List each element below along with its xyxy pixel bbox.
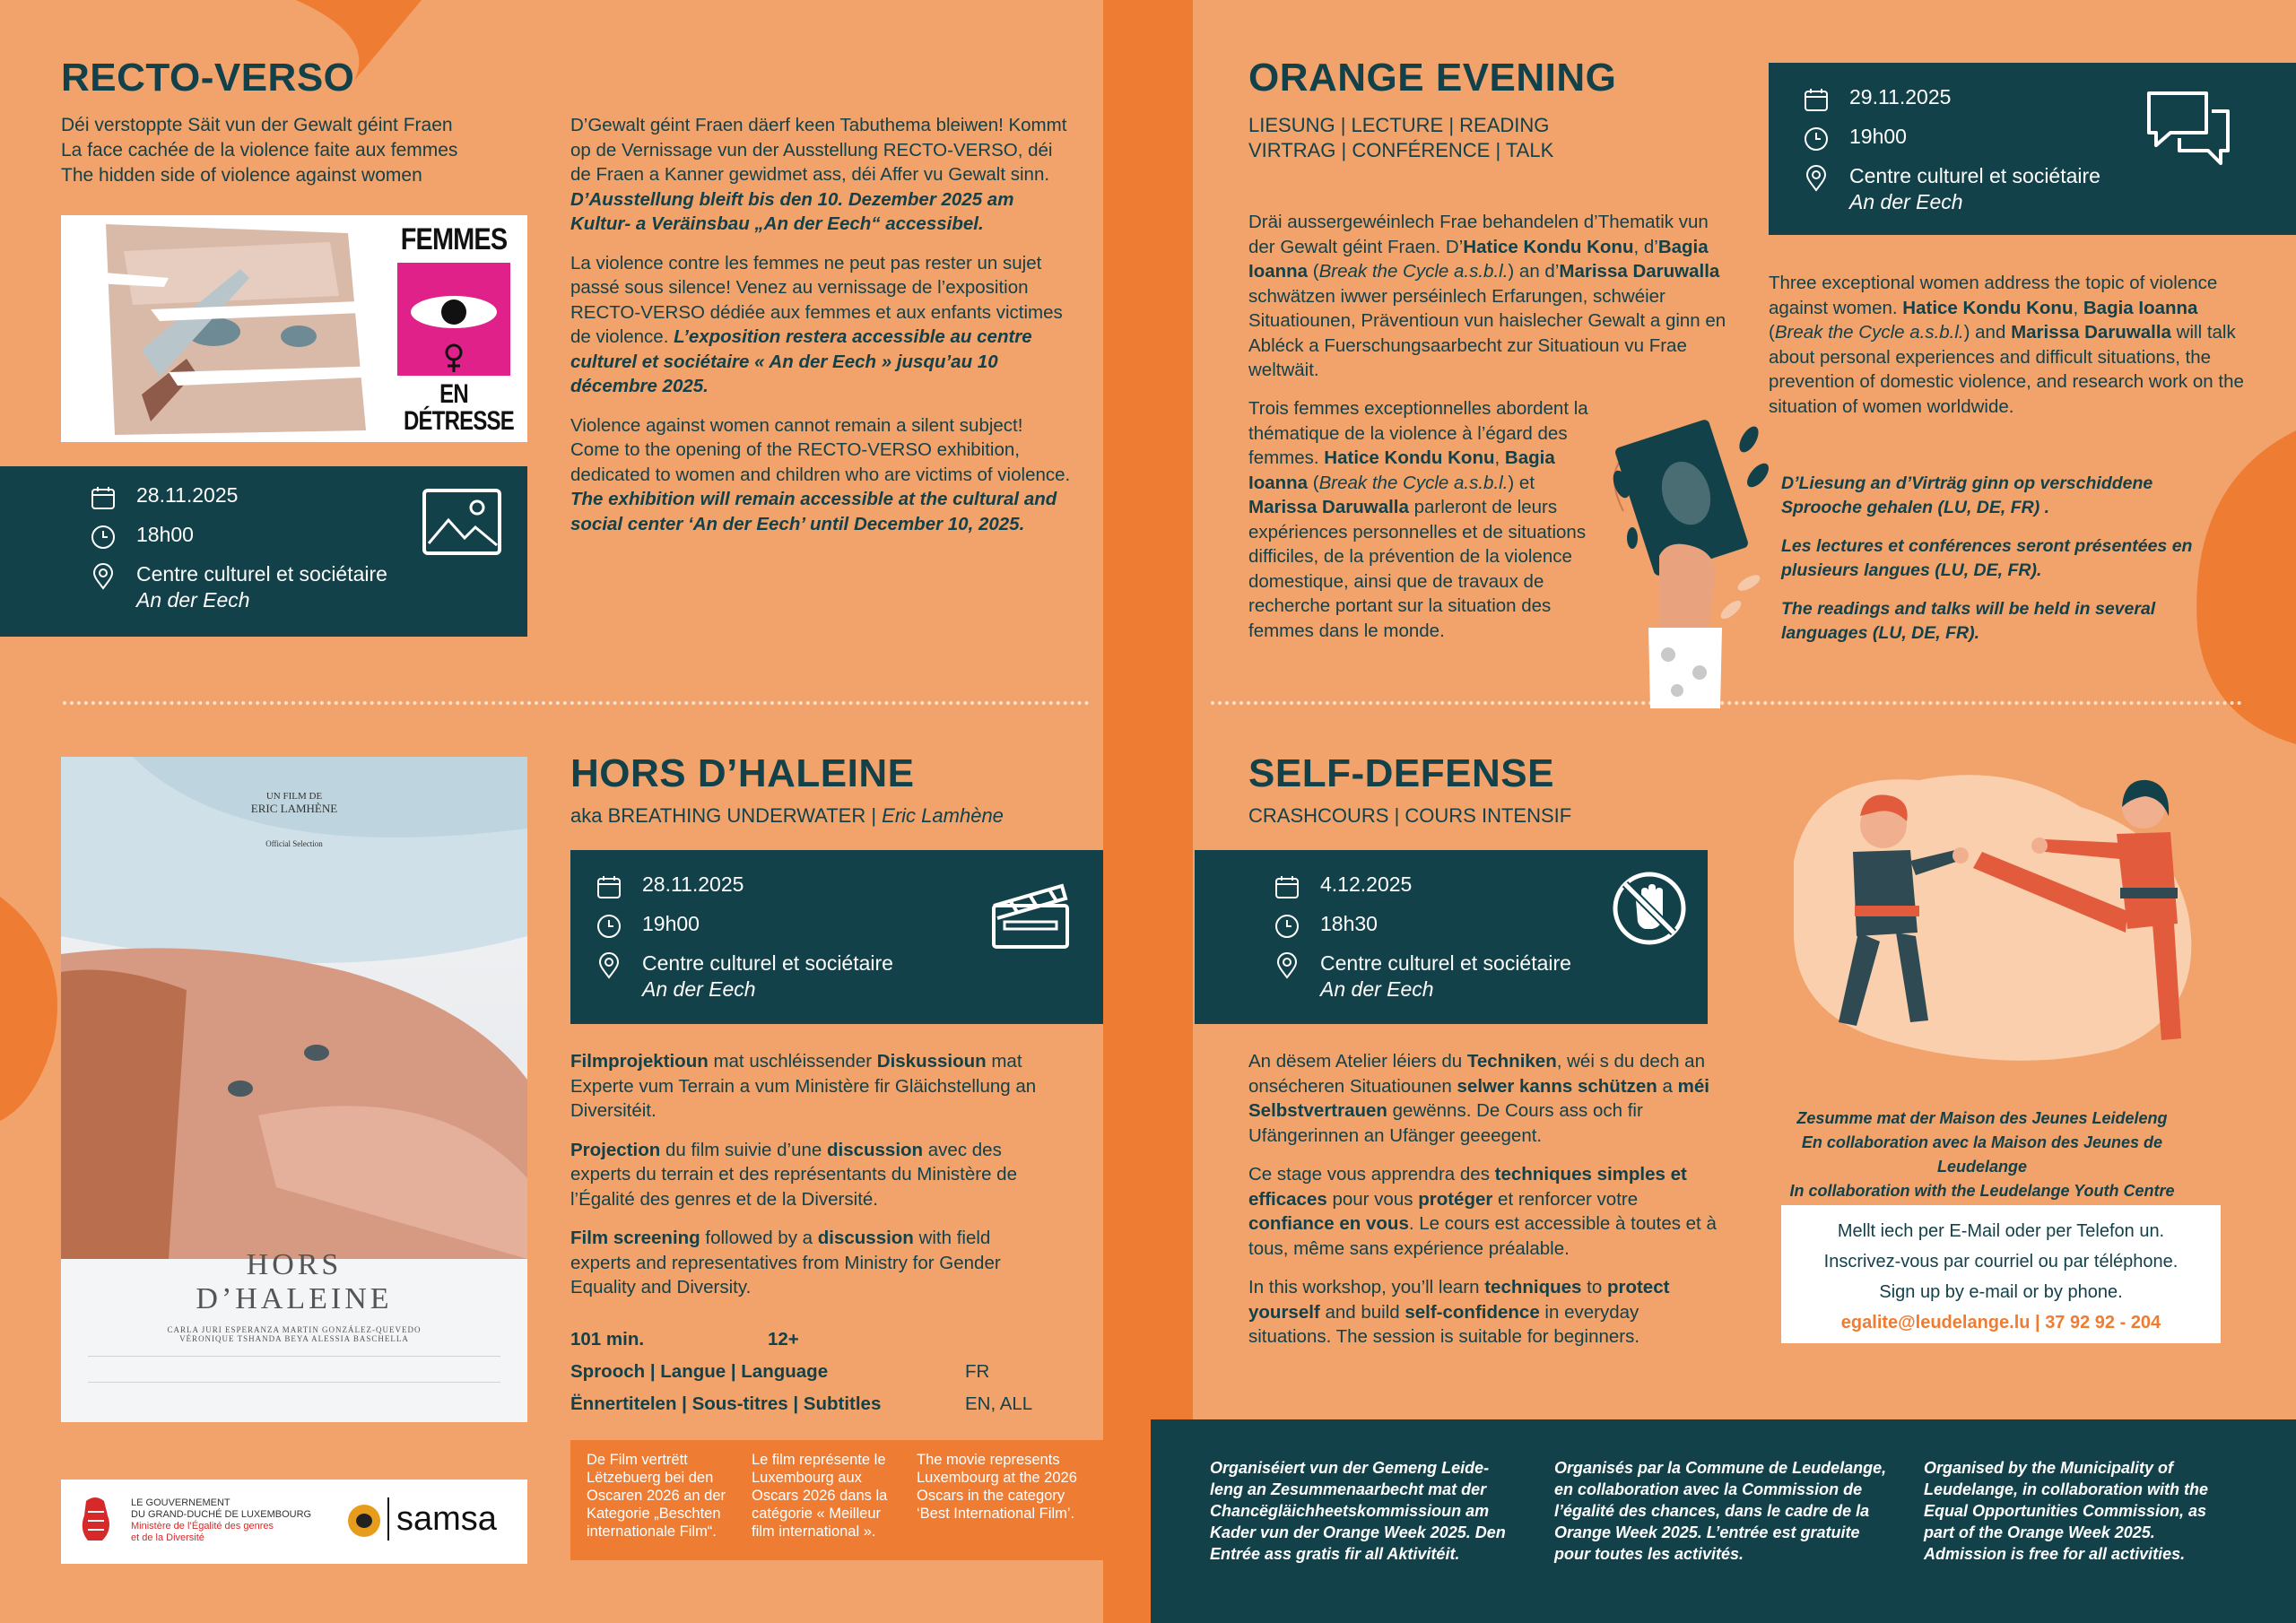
orange-date-row: [1801, 84, 1951, 115]
gov-line-3: Ministère de l’Égalité des genres: [131, 1521, 274, 1532]
speaker-1: Hatice Kondu Konu: [1463, 236, 1634, 257]
recto-title: RECTO-VERSO: [61, 56, 355, 100]
divider-left: [63, 701, 1090, 705]
recto-sub-fr: La face cachée de la violence faite aux femmes: [61, 140, 458, 161]
recto-lu-text: D’Gewalt géint Fraen däerf keen Tabuthema bleiwen! Kommt op de Vernissage vun der Ausstellung RECTO-VERSO, déi de Fraen a Kanner gewidmet ass, déi Affer vu Gewalt sinn.: [570, 115, 1067, 185]
lang-note-en: The readings and talks will be held in several languages (LU, DE, FR).: [1781, 599, 2156, 643]
clapperboard-icon: [990, 879, 1071, 955]
face-collage-illustration: [61, 215, 384, 442]
calendar-icon: [1801, 84, 1831, 115]
orange-et: et: [1514, 472, 1535, 493]
sd-lu-t2: , wéi s du dech an onsécheren Situatiounen: [1248, 1051, 1705, 1097]
film-director: Eric Lamhène: [882, 804, 1004, 827]
selfdef-title: SELF-DEFENSE: [1248, 751, 1554, 795]
sd-lu-b2: selwer kanns schützen: [1457, 1075, 1657, 1097]
film-venue: Centre culturel et sociétaire: [642, 951, 893, 975]
film-venue-sub: An der Eech: [642, 977, 756, 1001]
clock-icon: [1272, 911, 1302, 942]
recto-venue: Centre culturel et sociétaire: [136, 562, 387, 586]
film-poster: [61, 757, 527, 1422]
sponsor-logos: [61, 1480, 527, 1564]
selfdef-venue-row: [1272, 950, 1571, 1002]
sd-fr-b2: protéger: [1418, 1188, 1493, 1210]
collab-en: In collaboration with the Leudelange Youth Centre: [1789, 1182, 2175, 1200]
film-aka: aka BREATHING UNDERWATER |: [570, 804, 883, 827]
orange-lu-b: , d’: [1633, 236, 1658, 257]
collab-fr: En collaboration avec la Maison des Jeunes de Leudelange: [1801, 1133, 2163, 1176]
recto-lu-bold: D’Ausstellung bleift bis den 10. Dezember 2025 am Kultur- a Veräinsbau „An der Eech“ accessibel.: [570, 188, 1014, 234]
sd-en-b1: techniques: [1484, 1277, 1582, 1298]
samsa-logo-text: samsa: [387, 1497, 497, 1541]
orange-lu-c: ) an d’: [1508, 261, 1560, 282]
poster-cast-2: VÉRONIQUE TSHANDA BEYA ALESSIA BASCHELLA: [179, 1334, 409, 1343]
selfdef-date-row: [1272, 872, 1412, 902]
recto-fr-text: La violence contre les femmes ne peut pas rester un sujet passé sous silence! Venez au vernissage de l’exposition RECTO-VERSO dédiée aux femmes et aux enfants victimes de violence.: [570, 252, 1063, 347]
selfdef-body: [1248, 1049, 1724, 1364]
speaker-2: Bagia Ioanna: [2083, 297, 2198, 318]
recto-venue-sub: An der Eech: [136, 588, 250, 612]
orange-venue-sub: An der Eech: [1849, 190, 1963, 213]
recto-date: 28.11.2025: [136, 483, 239, 507]
orange-time: 19h00: [1849, 125, 1907, 148]
sd-en-t1: In this workshop, you’ll learn: [1248, 1277, 1485, 1298]
orange-and: and: [1970, 322, 2012, 343]
recto-subtitles: [61, 113, 457, 188]
film-time-row: [594, 911, 700, 942]
clock-icon: [1801, 124, 1831, 154]
sd-lu-b1: Techniken: [1466, 1051, 1557, 1072]
orange-info-box: [1769, 63, 2296, 235]
sd-fr-t1: Ce stage vous apprendra des: [1248, 1164, 1495, 1185]
orange-lu-d: schwätzen iwwer perséinlech Erfarungen, schwéier Situatiounen, Präventioun vun haislecher Gewalt a ginn en Abléck a Fuerschungsaarbecht zur Situatioun vu Frae weltwäit.: [1248, 285, 1726, 380]
poster-title: [61, 1248, 527, 1343]
film-date-row: [594, 872, 744, 902]
orange-en-text: Three exceptional women address the topic of violence against women. Hatice Kondu Konu, Bagia Ioanna (Break the Cycle a.s.b.l.) and Marissa Daruwalla will talk about personal experiences and difficult situations, the prevention of domestic violence, and research work on the situation of women worldwide.: [1769, 273, 2244, 417]
film-lu-t1: mat uschléissender: [708, 1051, 877, 1072]
speaker-1: Hatice Kondu Konu: [1324, 447, 1495, 468]
orange-sub2: VIRTRAG | CONFÉRENCE | TALK: [1248, 139, 1554, 161]
film-venue-row: [594, 950, 893, 1002]
speaker-3: Marissa Daruwalla: [1559, 261, 1720, 282]
film-fr-t1: du film suivie d’une: [660, 1139, 827, 1160]
film-subtitle: [570, 803, 1004, 829]
orange-title: ORANGE EVENING: [1248, 56, 1617, 100]
selfdef-info-box: [1195, 850, 1708, 1024]
speaker-3: Marissa Daruwalla: [2011, 322, 2171, 343]
orange-fr-b: parleront de leurs expériences personnelles et de situations difficiles, de la prévention de la violence domestique, ainsi que de travaux de recherche portant sur la situation des femmes dans le monde.: [1248, 497, 1587, 641]
poster-cast-1: CARLA JURI ESPERANZA MARTIN GONZÁLEZ-QUEVEDO: [167, 1325, 422, 1334]
film-en-t1: followed by a: [700, 1228, 818, 1248]
film-lu-t2: mat Experte vum Terrain a vum Ministère fir Gläichstellung an Diversitéit.: [570, 1051, 1037, 1121]
speaker-1: Hatice Kondu Konu: [1902, 297, 2074, 318]
reg-en: Sign up by e-mail or by phone.: [1879, 1282, 2123, 1302]
film-lu-b1: Filmprojektioun: [570, 1051, 709, 1072]
film-date: 28.11.2025: [642, 872, 744, 896]
recto-sub-en: The hidden side of violence against women: [61, 165, 422, 186]
poster-credit-top: [61, 791, 527, 848]
eye-icon: [397, 263, 510, 376]
reg-fr: Inscrivez-vous par courriel ou par téléphone.: [1823, 1252, 2179, 1271]
film-fr-b2: discussion: [826, 1139, 924, 1160]
speech-bubbles-icon: [2144, 88, 2233, 178]
recto-en-bold: The exhibition will remain accessible at the cultural and social center ‘An der Eech’ until December 10, 2025.: [570, 489, 1057, 534]
film-time: 19h00: [642, 912, 700, 935]
poster-director: ERIC LAMHÈNE: [250, 802, 338, 815]
film-fr-t2: avec des experts du terrain et des représentants du Ministère de l’Égalité des genres et de la Diversité.: [570, 1139, 1017, 1210]
contact-phone[interactable]: 37 92 92 - 204: [2045, 1313, 2161, 1332]
orange-subtitles: [1248, 113, 1553, 163]
selfdef-venue: Centre culturel et sociétaire: [1320, 951, 1571, 975]
sd-lu-b3: méi Selbstvertrauen: [1248, 1075, 1709, 1121]
film-fr-b1: Projection: [570, 1139, 661, 1160]
film-specs: [570, 1324, 1073, 1420]
selfdef-collab: [1758, 1107, 2206, 1203]
femmes-en-detresse-logo: FEMMES EN DÉTRESSE: [391, 222, 517, 434]
sd-lu-t1: An dësem Atelier léiers du: [1248, 1051, 1467, 1072]
collab-lu: Zesumme mat der Maison des Jeunes Leideleng: [1796, 1109, 2168, 1127]
sd-en-b2: protect yourself: [1248, 1277, 1670, 1323]
film-sub-label: Ënnertitelen | Sous-titres | Subtitles: [570, 1393, 882, 1414]
poster-billing-block: [88, 1356, 500, 1383]
film-title: HORS D’HALEINE: [570, 751, 915, 795]
film-info-box: [570, 850, 1103, 1024]
footer-lu: Organiséiert vun der Gemeng Leide-leng an Zesummenaarbecht mat der Chancëgläichheetskommissioun am Kader vun der Orange Week 2025. Den Entrée ass gratis fir all Aktivitéit.: [1210, 1459, 1506, 1563]
oscar-note-en: The movie represents Luxembourg at the 2026 Oscars in the category ‘Best International Film’.: [917, 1452, 1077, 1522]
orange-en-b: will talk about personal experiences and difficult situations, the prevention of domestic violence, and research work on the situation of women worldwide.: [1769, 322, 2244, 417]
orange-lu-text: Dräi aussergewéinlech Frae behandelen d’Thematik vun der Gewalt géint Fraen. D’Hatice Kondu Konu, d’Bagia Ioanna (Break the Cycle a.s.b.l.) an d’Marissa Daruwalla schwätzen iwwer perséinlech Erfarungen, schwéier Situatiounen, Präventioun vun haislecher Gewalt a ginn en Abléck a Fuerschungsaarbecht zur Situatioun vu Frae weltwäit.: [1248, 212, 1726, 380]
calendar-icon: [594, 872, 624, 902]
selfdef-venue-sub: An der Eech: [1320, 977, 1434, 1001]
sd-fr-b3: confiance en vous: [1248, 1213, 1409, 1234]
orange-org: Break the Cycle a.s.b.l.: [1318, 261, 1509, 282]
sd-en-t2: to: [1581, 1277, 1607, 1298]
film-age: 12+: [768, 1329, 799, 1350]
film-duration: 101 min.: [570, 1329, 645, 1350]
location-pin-icon: [1272, 950, 1302, 981]
karate-illustration: [1776, 753, 2206, 1081]
poster-title-2: D’HALEINE: [196, 1282, 393, 1315]
gov-line-2: DU GRAND-DUCHÉ DE LUXEMBOURG: [131, 1509, 312, 1520]
location-pin-icon: [88, 561, 118, 592]
footer-en: Organised by the Municipality of Leudelange, in collaboration with the Equal Opportunities Commission, as part of the Orange Week 2025. Admission is free for all activities.: [1924, 1459, 2209, 1563]
speaker-3: Marissa Daruwalla: [1248, 497, 1409, 517]
orange-lang-notes: [1781, 472, 2212, 646]
sd-fr-b1: techniques simples et efficaces: [1248, 1164, 1687, 1210]
gov-logo-text: [131, 1497, 311, 1544]
location-pin-icon: [1801, 163, 1831, 194]
location-pin-icon: [594, 950, 624, 981]
oscar-note-lu: De Film vertrëtt Lëtzebuerg bei den Oscaren 2026 an der Kategorie „Beschten internationale Film“.: [587, 1452, 726, 1540]
recto-body: [570, 113, 1073, 551]
film-lang-label: Sprooch | Langue | Language: [570, 1361, 829, 1382]
lion-crest-icon: [77, 1494, 115, 1548]
lang-note-fr: Les lectures et conférences seront présentées en plusieurs langues (LU, DE, FR).: [1781, 536, 2193, 580]
calendar-icon: [88, 482, 118, 513]
selfdef-subtitle: CRASHCOURS | COURS INTENSIF: [1248, 804, 1572, 827]
orange-time-row: [1801, 124, 1907, 154]
reg-lu: Mellt iech per E-Mail oder per Telefon un.: [1837, 1221, 2165, 1241]
film-en-b1: Film screening: [570, 1228, 700, 1248]
contact-email[interactable]: egalite@leudelange.lu: [1840, 1313, 2031, 1332]
registration-box: [1781, 1205, 2221, 1343]
recto-image: [61, 215, 527, 442]
poster-title-1: HORS: [246, 1248, 343, 1281]
footer-fr: Organisés par la Commune de Leudelange, en collaboration avec la Commission de l’égalité des chances, dans le cadre de la Orange Week 2025. L’entrée est gratuite pour toutes les activités.: [1554, 1459, 1887, 1563]
clock-icon: [88, 522, 118, 552]
film-en-t2: with field experts and representatives from Ministry for Gender Equality and Diversity.: [570, 1228, 1001, 1298]
sd-en-t3: and build: [1319, 1301, 1405, 1323]
orange-venue-row: [1801, 163, 2100, 215]
orange-fr-text: Trois femmes exceptionnelles abordent la thématique de la violence à l’égard des femmes. Hatice Kondu Konu, Bagia Ioanna (Break the Cycle a.s.b.l.) et Marissa Daruwalla parleront de leurs expériences personnelles et de situations difficiles, de la prévention de la violence domestique, ainsi que de travaux de recherche portant sur la situation des femmes dans le monde.: [1248, 398, 1588, 641]
recto-fr-bold: L’exposition restera accessible au centre culturel et sociétaire « An der Eech » jusqu’au 10 décembre 2025.: [570, 326, 1032, 396]
selfdef-time-row: [1272, 911, 1378, 942]
recto-info-box: [0, 466, 527, 637]
recto-venue-row: [88, 561, 387, 613]
film-body: [570, 1049, 1055, 1315]
selfdef-date: 4.12.2025: [1320, 872, 1413, 896]
contact-separator: |: [2030, 1313, 2046, 1332]
recto-sub-lu: Déi verstoppte Säit vun der Gewalt géint Fraen: [61, 115, 453, 135]
picture-icon: [422, 488, 502, 560]
recto-time: 18h00: [136, 523, 194, 546]
oscar-note-fr: Le film représente le Luxembourg aux Oscars 2026 dans la catégorie « Meilleur film international ».: [752, 1452, 888, 1540]
gov-line-1: LE GOUVERNEMENT: [131, 1497, 230, 1508]
footer-box: [1151, 1419, 2296, 1623]
recto-date-row: [88, 482, 238, 513]
sd-fr-t4: . Le cours est accessible à toutes et à tous, même sans expérience préalable.: [1248, 1213, 1717, 1259]
calendar-icon: [1272, 872, 1302, 902]
orange-org: Break the Cycle a.s.b.l.: [1774, 322, 1964, 343]
speaker-2: Bagia Ioanna: [1248, 236, 1709, 282]
clock-icon: [594, 911, 624, 942]
sd-lu-t4: gewënns. De Cours ass och fir Ufängerinnen an Ufänger geeegent.: [1248, 1100, 1643, 1146]
samsa-logo-icon: [348, 1505, 380, 1537]
orange-fr-a: Trois femmes exceptionnelles abordent la thématique de la violence à l’égard des femmes.: [1248, 398, 1588, 468]
poster-selection: Official Selection: [265, 839, 323, 848]
recto-en-text: Violence against women cannot remain a silent subject! Come to the opening of the RECTO-VERSO exhibition, dedicated to women and children who are victims of violence.: [570, 414, 1071, 485]
film-sub-value: EN, ALL: [965, 1393, 1033, 1414]
recto-time-row: [88, 522, 194, 552]
orange-sub1: LIESUNG | LECTURE | READING: [1248, 114, 1550, 136]
selfdef-time: 18h30: [1320, 912, 1378, 935]
sd-fr-t3: et renforcer votre: [1492, 1188, 1639, 1210]
stop-hand-icon: [1609, 868, 1690, 953]
sd-en-t4: in everyday situations. The session is suitable for beginners.: [1248, 1301, 1640, 1347]
orange-en-a: Three exceptional women address the topic of violence against women.: [1769, 273, 2218, 318]
sd-fr-t2: pour vous: [1326, 1188, 1419, 1210]
poster-top: UN FILM DE: [265, 791, 323, 802]
book-hand-illustration: [1605, 404, 1776, 713]
film-lang-value: FR: [965, 1361, 990, 1382]
film-lu-b2: Diskussioun: [876, 1051, 987, 1072]
film-en-b2: discussion: [817, 1228, 914, 1248]
gov-line-4: et de la Diversité: [131, 1532, 204, 1543]
sd-en-b3: self-confidence: [1405, 1301, 1540, 1323]
oscar-note: [570, 1440, 1103, 1560]
lang-note-lu: D’Liesung an d’Virträg ginn op verschiddene Sprooche gehalen (LU, DE, FR) .: [1781, 473, 2153, 517]
sd-lu-t3: a: [1657, 1075, 1678, 1097]
orange-venue: Centre culturel et sociétaire: [1849, 164, 2100, 187]
speaker-2: Bagia Ioanna: [1248, 447, 1555, 493]
orange-org: Break the Cycle a.s.b.l.: [1318, 472, 1509, 493]
orange-lu-a: Dräi aussergewéinlech Frae behandelen d’Thematik vun der Gewalt géint Fraen. D’: [1248, 212, 1709, 257]
orange-date: 29.11.2025: [1849, 85, 1952, 108]
